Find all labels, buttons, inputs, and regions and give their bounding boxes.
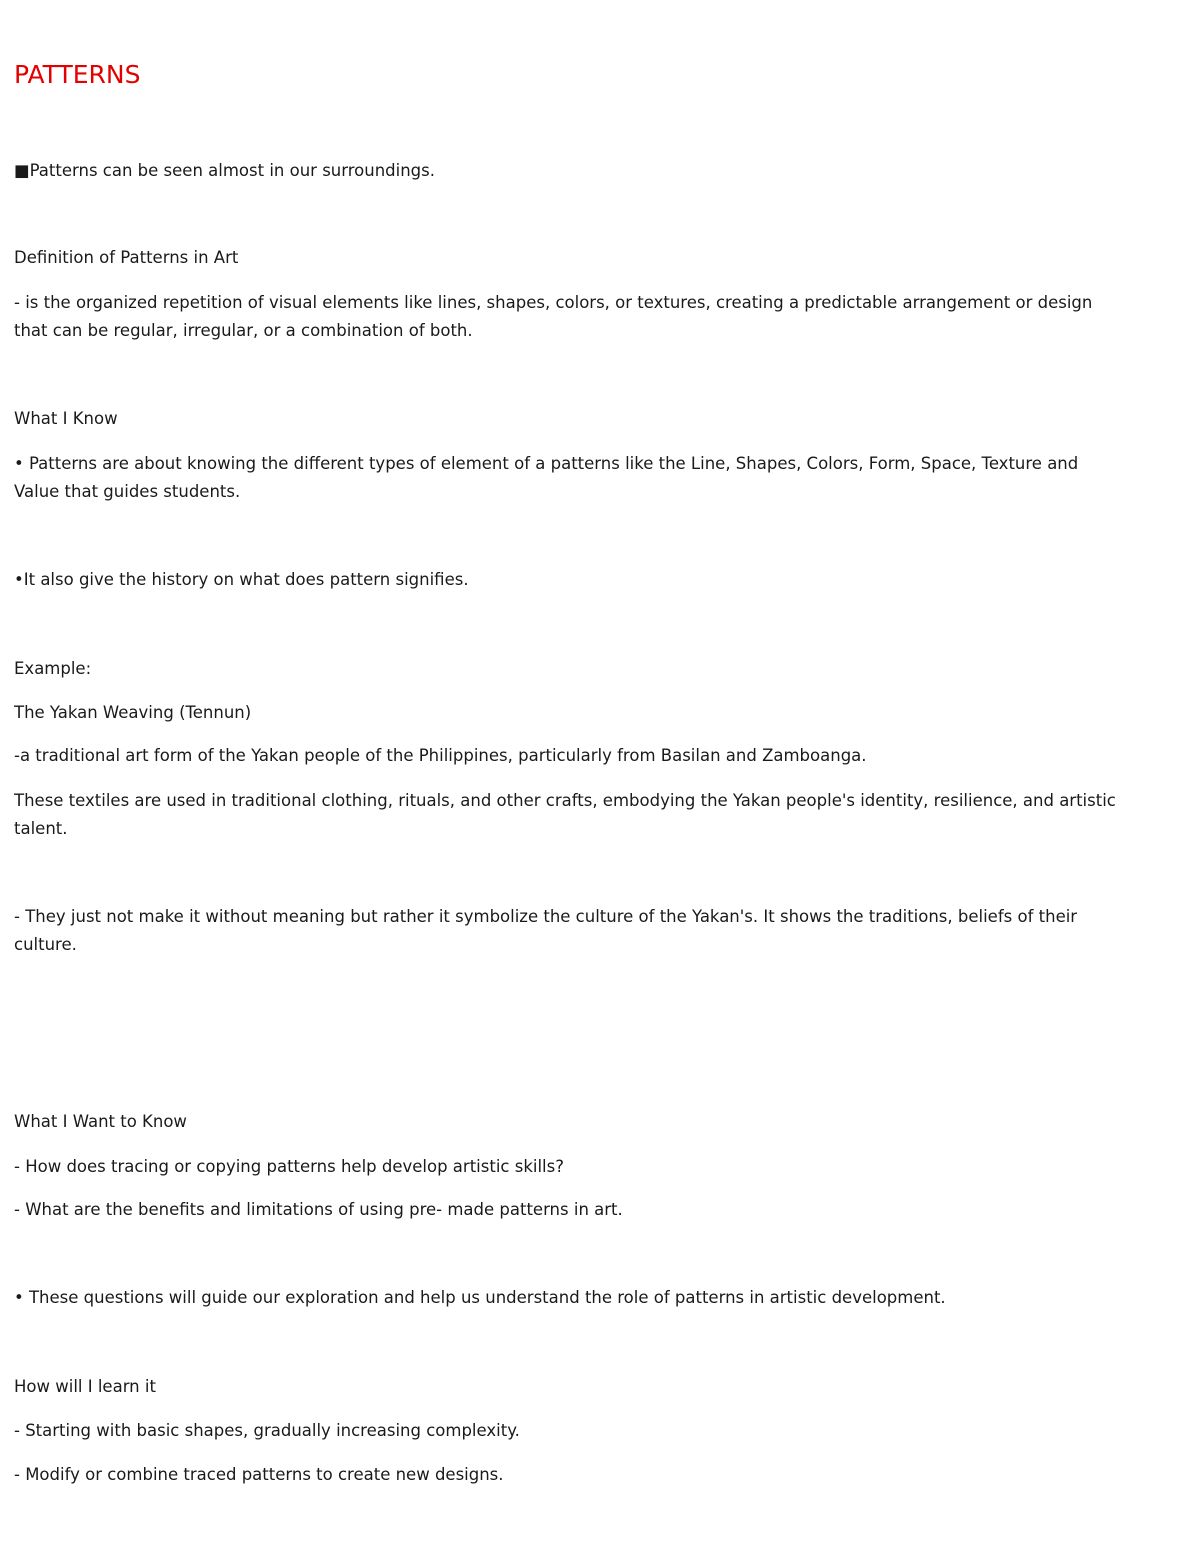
know-bullet-1-line-1: • Patterns are about knowing the different types of element of a patterns like the Line, Shapes, Colors, Form, Space, Texture and [14, 454, 1079, 473]
know-bullet-2: •It also give the history on what does pattern signifies. [14, 570, 469, 589]
learn-heading: How will I learn it [14, 1377, 156, 1396]
want-question-2: - What are the benefits and limitations of using pre- made patterns in art. [14, 1200, 623, 1219]
intro-line: ■Patterns can be seen almost in our surroundings. [14, 161, 435, 180]
yakan-textiles-line-2: talent. [14, 819, 68, 838]
definition-text-line-2: that can be regular, irregular, or a combination of both. [14, 321, 473, 340]
learn-step-1: - Starting with basic shapes, gradually increasing complexity. [14, 1421, 520, 1440]
yakan-textiles-line-1: These textiles are used in traditional clothing, rituals, and other crafts, embodying the Yakan people's identity, resilience, and artistic [14, 791, 1116, 810]
want-heading: What I Want to Know [14, 1112, 187, 1131]
yakan-title: The Yakan Weaving (Tennun) [14, 703, 252, 722]
page-title: PATTERNS [14, 60, 141, 89]
want-summary: • These questions will guide our exploration and help us understand the role of patterns in artistic development. [14, 1288, 946, 1307]
definition-text-line-1: - is the organized repetition of visual elements like lines, shapes, colors, or textures, creating a predictable arrangement or design [14, 293, 1093, 312]
learn-step-2: - Modify or combine traced patterns to create new designs. [14, 1465, 504, 1484]
know-heading: What I Know [14, 409, 118, 428]
know-bullet-1-line-2: Value that guides students. [14, 482, 241, 501]
yakan-meaning-line-1: - They just not make it without meaning but rather it symbolize the culture of the Yakan's. It shows the traditions, beliefs of their [14, 907, 1078, 926]
yakan-meaning-line-2: culture. [14, 935, 77, 954]
yakan-description: -a traditional art form of the Yakan people of the Philippines, particularly from Basilan and Zamboanga. [14, 746, 867, 765]
example-label: Example: [14, 659, 92, 678]
definition-heading: Definition of Patterns in Art [14, 248, 239, 267]
want-question-1: - How does tracing or copying patterns help develop artistic skills? [14, 1157, 564, 1176]
